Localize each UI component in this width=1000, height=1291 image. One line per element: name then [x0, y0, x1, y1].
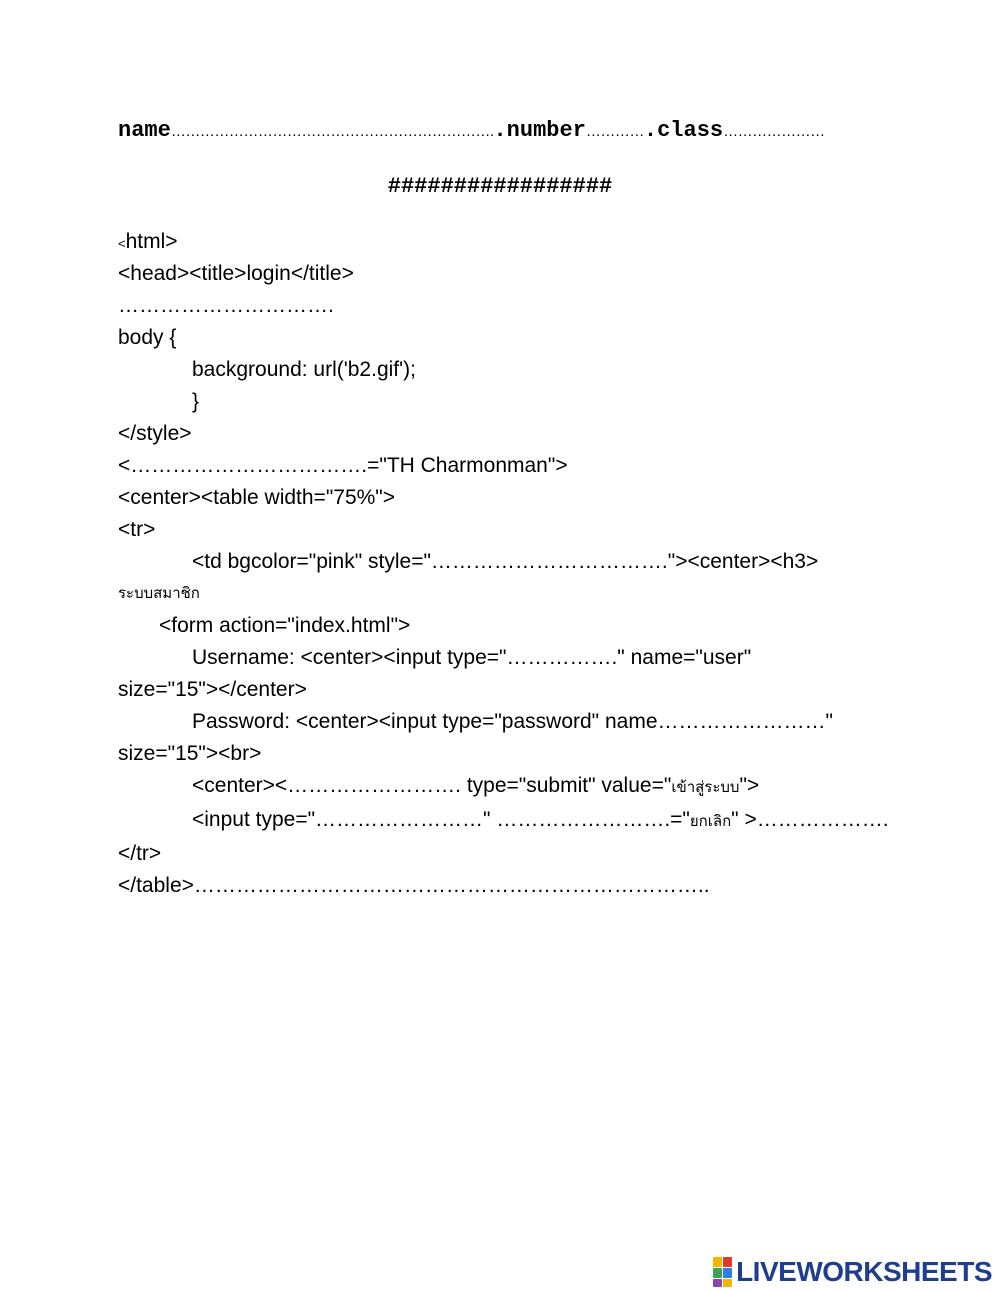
code-line-tr: <tr> [118, 518, 156, 541]
logo-blocks-icon [713, 1257, 732, 1287]
reset-thai-value: ยกเลิก [689, 813, 732, 830]
code-line-close-tr: </tr> [118, 842, 162, 865]
name-label: name [118, 118, 171, 143]
submit-code-a: <center><……………………. type="submit" value=" [192, 774, 672, 797]
reset-code-b: " >………………. [731, 808, 889, 831]
code-line-blank-style: …………………………. [118, 294, 334, 317]
code-line-password-size: size="15"><br> [118, 742, 262, 765]
logo-block-blue [723, 1268, 732, 1278]
html-tag: html> [125, 230, 178, 253]
code-line-password: Password: <center><input type="password" name……………………" [192, 710, 833, 733]
submit-thai-value: เข้าสู่ระบบ [671, 779, 740, 796]
reset-code-a: <input type="……………………" …………………….=" [192, 808, 690, 831]
code-line-submit [192, 772, 759, 802]
class-label: .class [643, 118, 724, 143]
code-line-html [118, 228, 178, 258]
code-line-close-table: </table>……………………………………………………………….. [118, 874, 710, 897]
liveworksheets-logo [713, 1255, 992, 1289]
logo-block-purple [713, 1279, 722, 1287]
name-blank: …………………………………………………………. [170, 123, 494, 140]
code-line-font: <…………………………….="TH Charmonman"> [118, 454, 568, 477]
number-blank: ………… [585, 123, 644, 140]
html-lt: < [118, 236, 126, 251]
code-line-td: <td bgcolor="pink" style="……………………………."><center><h3> [192, 550, 819, 573]
code-line-form: <form action="index.html"> [159, 614, 411, 637]
code-line-username-size: size="15"></center> [118, 678, 307, 701]
logo-block-yellow [713, 1257, 722, 1267]
code-line-close-style: </style> [118, 422, 192, 445]
code-line-head: <head><title>login</title> [118, 262, 354, 285]
code-line-body: body { [118, 326, 177, 349]
logo-block-yellow-2 [723, 1279, 732, 1287]
code-line-close-brace: } [192, 390, 200, 413]
code-line-background: background: url('b2.gif'); [192, 358, 416, 381]
student-info-line [118, 116, 825, 143]
submit-code-b: "> [739, 774, 760, 797]
title-hashes: ################# [387, 174, 613, 199]
code-line-reset [192, 806, 889, 836]
logo-block-green [713, 1268, 722, 1278]
logo-block-red [723, 1257, 732, 1267]
number-label: .number [493, 118, 586, 143]
code-line-thai-heading: ระบบสมาชิก [118, 585, 200, 602]
logo-text: LIVEWORKSHEETS [736, 1256, 992, 1287]
code-line-table: <center><table width="75%"> [118, 486, 396, 509]
class-blank: ………………… [723, 123, 825, 140]
code-line-username: Username: <center><input type="……………." name="user" [192, 646, 752, 669]
